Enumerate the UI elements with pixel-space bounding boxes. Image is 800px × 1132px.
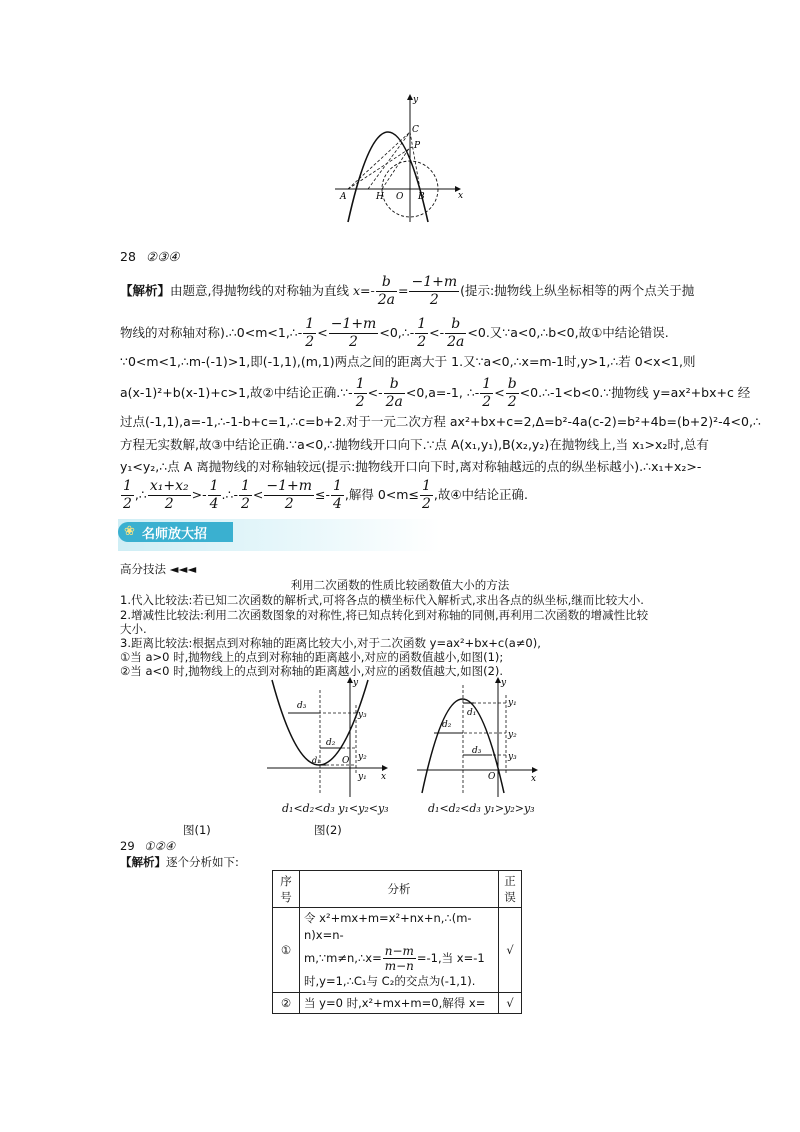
col-header-analysis: 分析 [300, 871, 499, 908]
table-row: ② 当 y=0 时,x²+mx+m=0,解得 x= √ [273, 993, 522, 1014]
parabola-circle-figure [330, 92, 470, 224]
svg-text:O: O [488, 772, 496, 782]
tips-paragraph-2a: 2.增减性比较法:利用二次函数图象的对称性,将已知点转化到对称轴的同侧,再利用二次函数的增减性比较 [120, 608, 649, 622]
svg-text:B: B [418, 192, 425, 202]
analysis-table [272, 870, 522, 1014]
svg-text:y₁: y₁ [508, 698, 517, 708]
svg-text:d₂: d₂ [442, 720, 452, 730]
svg-text:x: x [531, 774, 537, 784]
banner-title: 名师放大招 [142, 527, 208, 542]
tips-paragraph-3: 3.距离比较法:根据点到对称轴的距离比较大小,对于二次函数 y=ax²+bx+c(a≠0), [120, 636, 541, 650]
svg-text:y: y [413, 95, 419, 105]
svg-text:y: y [353, 678, 359, 688]
svg-text:A: A [340, 192, 347, 202]
svg-text:y₂: y₂ [358, 752, 367, 762]
tips-paragraph-5: ②当 a<0 时,抛物线上的点到对称轴的距离越小,对应的函数值越大,如图(2). [120, 664, 504, 678]
svg-text:x: x [381, 772, 387, 782]
svg-text:C: C [412, 125, 419, 135]
q29-header [120, 838, 175, 854]
tips-title: 利用二次函数的性质比较函数值大小的方法 [290, 578, 510, 592]
question-number: 28 [120, 249, 136, 264]
analysis-tag: 【解析】 [120, 283, 171, 298]
q28-line-2: 物线的对称轴对称).∴0<m<1,∴- $\frac{1}{2}$ < $\frac{-1+m}{2}$ <0,∴- $\frac{1}{2}$ <- $\frac{b}{2a}$ <0.又∵a<0,∴b<0,故①中结论错误. [120, 316, 669, 350]
q28-header [120, 249, 180, 265]
svg-text:d₁: d₁ [312, 756, 321, 765]
svg-text:y₃: y₃ [508, 752, 517, 762]
tips-paragraph-1: 1.代入比较法:若已知二次函数的解析式,可将各点的横坐标代入解析式,求出各点的纵坐标,继而比较大小. [120, 593, 644, 607]
svg-text:x: x [458, 191, 464, 201]
svg-text:d₃: d₃ [297, 701, 307, 711]
svg-text:y: y [501, 678, 507, 688]
figure-2-caption: d₁<d₂<d₃ y₁>y₂>y₃ [428, 802, 535, 815]
svg-text:y₃: y₃ [358, 710, 367, 720]
fraction: $\frac{-1+m}{2}$ [411, 274, 458, 308]
figure-2-label: 图(2) [314, 823, 342, 837]
figure-1-caption: d₁<d₂<d₃ y₁<y₂<y₃ [282, 802, 389, 815]
col-header-correctness: 正误 [499, 871, 522, 908]
figure-1-upward-parabola [262, 675, 392, 800]
table-row: ① 令 x²+mx+m=x²+nx+n,∴(m-n)x=n- m,∵m≠n,∴x= $\frac{n-m}{m-n}$ =-1,当 x=-1 时,y=1,∴C₁与 C₂的交点为(-1,1). √ [273, 908, 522, 993]
leaf-icon: ❀ [124, 524, 135, 539]
figure-2-downward-parabola [412, 675, 542, 800]
svg-text:d₂: d₂ [326, 738, 336, 748]
svg-text:P: P [414, 141, 421, 151]
col-header-number: 序号 [273, 871, 300, 908]
svg-text:y₂: y₂ [508, 730, 517, 740]
answer-choices: ②③④ [145, 249, 180, 264]
table-header-row [273, 871, 522, 908]
question-number: 29 [120, 839, 135, 853]
svg-text:d₁: d₁ [467, 708, 477, 718]
q29-intro: 【解析】逐个分析如下: [120, 855, 239, 869]
q28-line-5: 过点(-1,1),a=-1,∴-1-b+c=1,∴c=b+2.对于一元二次方程 ax²+bx+c=2,Δ=b²-4a(c-2)=b²+4b=(b+2)²-4<0,∴ [120, 414, 761, 429]
q28-line-7: y₁<y₂,∴点 A 离抛物线的对称轴较远(提示:抛物线开口向下时,离对称轴越远的点的纵坐标越小).∴x₁+x₂>- [120, 459, 702, 474]
svg-text:O: O [396, 192, 404, 202]
tips-paragraph-4: ①当 a>0 时,抛物线上的点到对称轴的距离越小,对应的函数值越小,如图(1); [120, 650, 504, 664]
q28-line-6: 方程无实数解,故③中结论正确.∵a<0,∴抛物线开口向下.∵点 A(x₁,y₁),B(x₂,y₂)在抛物线上,当 x₁>x₂时,总有 [120, 437, 709, 452]
svg-text:O: O [342, 756, 350, 766]
svg-text:d₃: d₃ [472, 746, 482, 756]
q28-line-4: a(x-1)²+b(x-1)+c>1,故②中结论正确.∵- $\frac{1}{2}$ <- $\frac{b}{2a}$ <0,a=-1, ∴- $\frac{1}{2}$ < $\frac{b}{2}$ <0.∴-1<b<0.∵抛物线 y=ax²+bx+c 经 [120, 376, 751, 410]
figure-1-label: 图(1) [183, 823, 211, 837]
q28-line-3: ∵0<m<1,∴m-(-1)>1,即(-1,1),(m,1)两点之间的距离大于 1.又∵a<0,∴x=m-1时,y>1,∴若 0<x<1,则 [120, 354, 696, 369]
q28-line-1: 【解析】由题意,得抛物线的对称轴为直线 x=- $\frac{b}{2a}$ = $\frac{-1+m}{2}$ (提示:抛物线上纵坐标相等的两个点关于抛 [120, 274, 695, 308]
q28-line-8: $\frac{1}{2}$ ,∴ $\frac{\text{x₁+x₂}}{2}$ >- $\frac{1}{4}$ .∴- $\frac{1}{2}$ < $\frac{-1+m}{2}$ ≤- $\frac{1}{4}$ ,解得 0<m≤ $\frac{1}{2}$ ,故④中结论正确. [123, 478, 529, 512]
answer-choices: ①②④ [144, 839, 176, 853]
fraction: $\frac{b}{2a}$ [377, 274, 395, 308]
svg-text:H: H [376, 192, 384, 202]
tips-paragraph-2b: 大小. [120, 622, 147, 636]
tips-heading: 高分技法 ◄◄◄ [120, 562, 197, 576]
svg-text:y₁: y₁ [358, 772, 367, 782]
